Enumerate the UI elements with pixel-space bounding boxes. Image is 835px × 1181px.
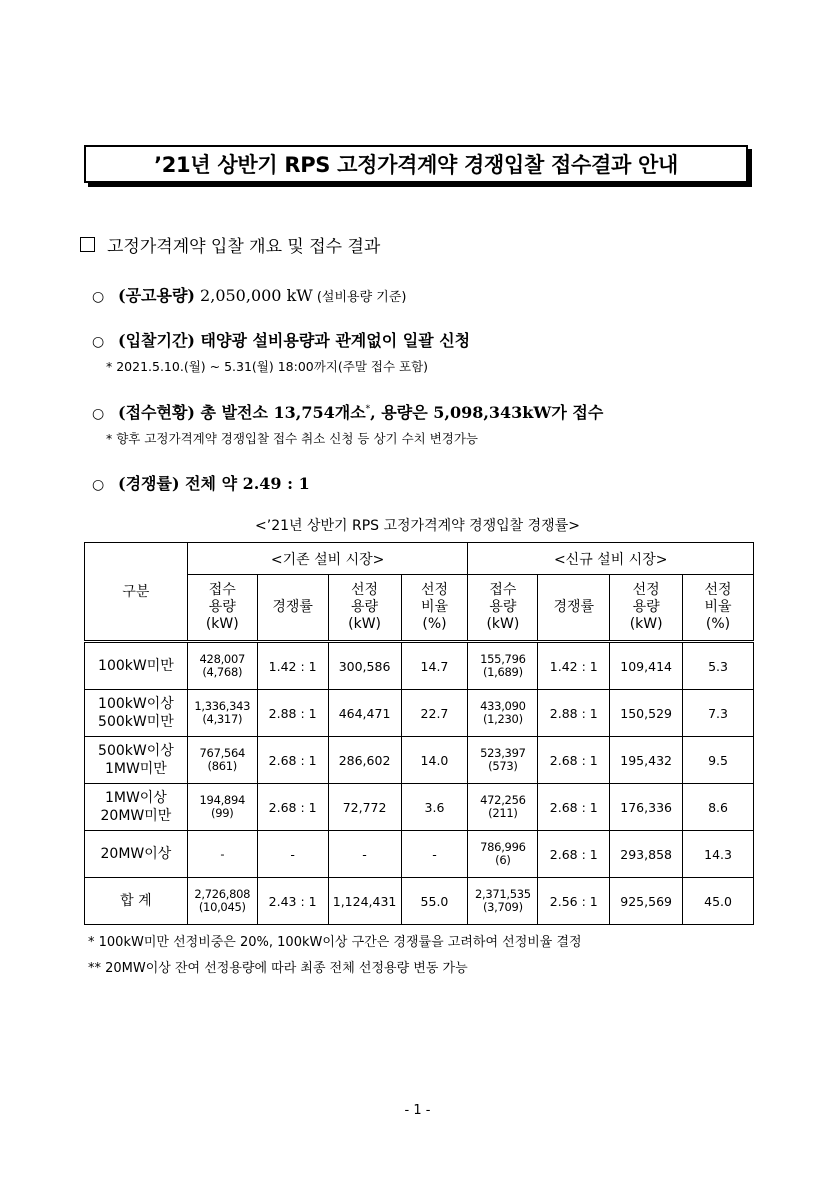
ratio-cell: 2.68 : 1 (538, 831, 610, 878)
selected-percent-cell: 55.0 (401, 878, 468, 925)
subheader-cell: 접수 용량 (kW) (187, 575, 257, 642)
selected-percent-cell: 3.6 (401, 784, 468, 831)
header-new-market: <신규 설비 시장> (468, 543, 754, 575)
selected-percent-cell: 45.0 (683, 878, 754, 925)
ratio-cell: 1.42 : 1 (257, 642, 328, 690)
capacity-count-cell: 767,564 (861) (187, 737, 257, 784)
selected-percent-cell: 14.3 (683, 831, 754, 878)
capacity-count-cell: 2,726,808 (10,045) (187, 878, 257, 925)
capacity-count-cell: 155,796 (1,689) (468, 642, 538, 690)
ratio-cell: 2.68 : 1 (538, 737, 610, 784)
subheader-cell: 경쟁률 (257, 575, 328, 642)
header-existing-market: <기존 설비 시장> (187, 543, 468, 575)
ratio-cell: 2.68 : 1 (257, 737, 328, 784)
bullet-receipt-status: ○ (접수현황) 총 발전소 13,754개소*, 용량은 5,098,343kW가 접수 (92, 403, 604, 422)
capacity-count-cell: 428,007 (4,768) (187, 642, 257, 690)
capacity-count-cell: - (187, 831, 257, 878)
footnote-selection-ratio: * 100kW미만 선정비중은 20%, 100kW이상 구간은 경쟁률을 고려하여 선정비율 결정 (88, 935, 582, 950)
selected-percent-cell: 22.7 (401, 690, 468, 737)
row-category: 합 계 (85, 878, 188, 925)
subheader-cell: 선정 용량 (kW) (610, 575, 683, 642)
note-changes: * 향후 고정가격계약 경쟁입찰 접수 취소 신청 등 상기 수치 변경가능 (106, 431, 479, 446)
row-category: 20MW이상 (85, 831, 188, 878)
capacity-count-cell: 1,336,343 (4,317) (187, 690, 257, 737)
competition-rate-table (84, 542, 754, 925)
selected-capacity-cell: 300,586 (328, 642, 401, 690)
capacity-count-cell: 786,996 (6) (468, 831, 538, 878)
checkbox-square-icon (80, 237, 95, 252)
selected-capacity-cell: 925,569 (610, 878, 683, 925)
circle-bullet-icon: ○ (92, 334, 105, 350)
selected-capacity-cell: - (328, 831, 401, 878)
selected-percent-cell: 9.5 (683, 737, 754, 784)
ratio-cell: 2.43 : 1 (257, 878, 328, 925)
selected-percent-cell: 14.0 (401, 737, 468, 784)
bullet-bidding-period: ○ (입찰기간) 태양광 설비용량과 관계없이 일괄 신청 (92, 331, 471, 350)
bullet-competition-rate: ○ (경쟁률) 전체 약 2.49 : 1 (92, 474, 310, 493)
selected-percent-cell: 14.7 (401, 642, 468, 690)
selected-capacity-cell: 109,414 (610, 642, 683, 690)
selected-capacity-cell: 1,124,431 (328, 878, 401, 925)
capacity-count-cell: 194,894 (99) (187, 784, 257, 831)
ratio-cell: 2.88 : 1 (538, 690, 610, 737)
circle-bullet-icon: ○ (92, 289, 105, 305)
header-gubun: 구분 (85, 543, 188, 642)
ratio-cell: 2.88 : 1 (257, 690, 328, 737)
ratio-cell: 1.42 : 1 (538, 642, 610, 690)
table-caption: <’21년 상반기 RPS 고정가격계약 경쟁입찰 경쟁률> (255, 518, 580, 534)
selected-capacity-cell: 72,772 (328, 784, 401, 831)
selected-percent-cell: 5.3 (683, 642, 754, 690)
selected-capacity-cell: 150,529 (610, 690, 683, 737)
selected-capacity-cell: 286,602 (328, 737, 401, 784)
selected-percent-cell: 7.3 (683, 690, 754, 737)
ratio-cell: - (257, 831, 328, 878)
subheader-cell: 선정 비율 (%) (401, 575, 468, 642)
circle-bullet-icon: ○ (92, 406, 105, 422)
section-heading-text: 고정가격계약 입찰 개요 및 접수 결과 (107, 237, 381, 257)
table-row (85, 878, 754, 925)
row-category: 1MW이상 20MW미만 (85, 784, 188, 831)
subheader-cell: 접수 용량 (kW) (468, 575, 538, 642)
ratio-cell: 2.56 : 1 (538, 878, 610, 925)
selected-capacity-cell: 293,858 (610, 831, 683, 878)
row-category: 100kW이상 500kW미만 (85, 690, 188, 737)
capacity-count-cell: 472,256 (211) (468, 784, 538, 831)
table-row (85, 784, 754, 831)
selected-percent-cell: 8.6 (683, 784, 754, 831)
subheader-cell: 선정 용량 (kW) (328, 575, 401, 642)
selected-capacity-cell: 464,471 (328, 690, 401, 737)
table-row (85, 737, 754, 784)
ratio-cell: 2.68 : 1 (257, 784, 328, 831)
ratio-cell: 2.68 : 1 (538, 784, 610, 831)
section-heading (80, 232, 380, 257)
footnote-20mw: ** 20MW이상 잔여 선정용량에 따라 최종 전체 선정용량 변동 가능 (88, 961, 468, 976)
table-row (85, 690, 754, 737)
subheader-cell: 선정 비율 (%) (683, 575, 754, 642)
page-number: - 1 - (404, 1103, 431, 1118)
capacity-count-cell: 523,397 (573) (468, 737, 538, 784)
bullet-announced-capacity: ○ (공고용량) 2,050,000 kW (설비용량 기준) (92, 286, 407, 305)
document-title: ’21년 상반기 RPS 고정가격계약 경쟁입찰 접수결과 안내 (84, 145, 748, 183)
row-category: 100kW미만 (85, 642, 188, 690)
selected-percent-cell: - (401, 831, 468, 878)
capacity-count-cell: 433,090 (1,230) (468, 690, 538, 737)
subheader-cell: 경쟁률 (538, 575, 610, 642)
selected-capacity-cell: 195,432 (610, 737, 683, 784)
capacity-count-cell: 2,371,535 (3,709) (468, 878, 538, 925)
circle-bullet-icon: ○ (92, 477, 105, 493)
note-period: * 2021.5.10.(월) ~ 5.31(월) 18:00까지(주말 접수 포함) (106, 359, 429, 374)
selected-capacity-cell: 176,336 (610, 784, 683, 831)
row-category: 500kW이상 1MW미만 (85, 737, 188, 784)
table-row (85, 642, 754, 690)
table-row (85, 831, 754, 878)
